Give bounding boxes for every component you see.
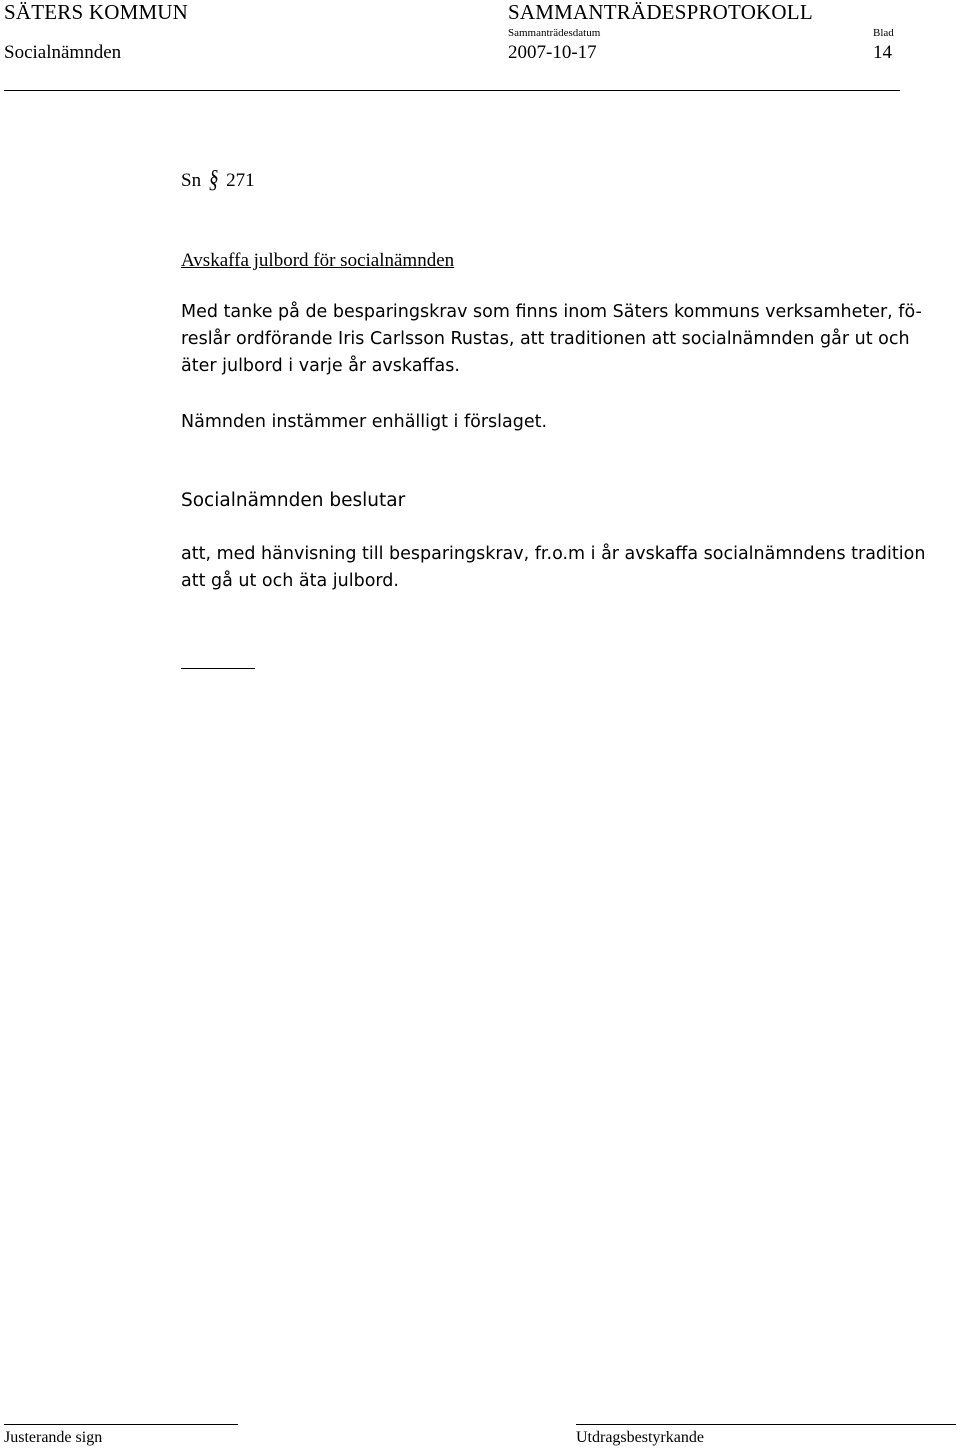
meeting-date: 2007-10-17 (508, 42, 597, 63)
decision-line: att, med hänvisning till besparingskrav, fr.o.m i år avskaffa socialnämndens tradition (181, 544, 926, 564)
section-symbol: § (208, 166, 219, 195)
date-label: Sammanträdesdatum (508, 27, 601, 39)
page-label: Blad (873, 27, 894, 39)
header-divider (4, 90, 900, 91)
case-number (181, 166, 255, 195)
description-line: Med tanke på de besparingskrav som finns inom Säters kommuns verksamheter, fö- (181, 302, 922, 322)
organization-name: SÄTERS KOMMUN (4, 0, 189, 24)
decision-text (181, 541, 941, 595)
footer-rule-right (576, 1424, 956, 1425)
page-number: 14 (873, 42, 892, 63)
agreement-statement: Nämnden instämmer enhälligt i förslaget. (181, 412, 548, 432)
case-prefix: Sn (181, 170, 202, 191)
footer-signature-label: Justerande sign (4, 1429, 103, 1446)
document-type: SAMMANTRÄDESPROTOKOLL (508, 0, 813, 24)
committee-name: Socialnämnden (4, 42, 122, 63)
end-rule (181, 668, 255, 669)
case-id-number: 271 (226, 170, 255, 191)
decision-line: att gå ut och äta julbord. (181, 571, 399, 591)
case-description (181, 299, 941, 380)
description-line: äter julbord i varje år avskaffas. (181, 356, 460, 376)
description-line: reslår ordförande Iris Carlsson Rustas, att traditionen att socialnämnden går ut och (181, 329, 910, 349)
decision-heading: Socialnämnden beslutar (181, 490, 406, 511)
case-title: Avskaffa julbord för socialnämnden (181, 250, 455, 271)
footer-rule-left (4, 1424, 238, 1425)
footer-certification-label: Utdragsbestyrkande (576, 1429, 704, 1446)
